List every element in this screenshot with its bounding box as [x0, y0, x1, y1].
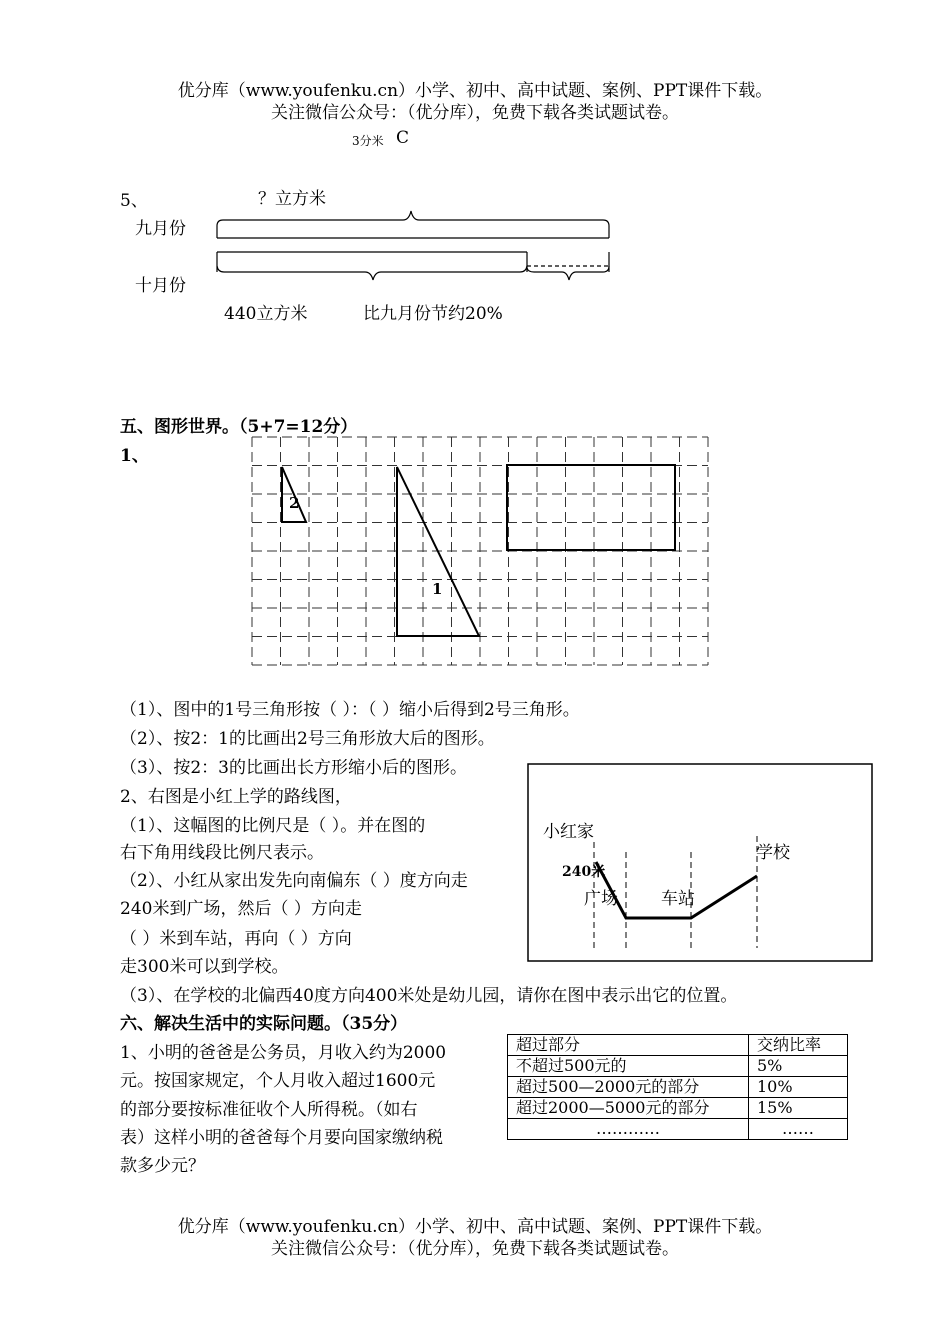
q5-label-saving: 比九月份节约20% [363, 304, 503, 324]
fragment-small-label: 3分米 [352, 134, 384, 148]
s5-line-9: （ ）米到车站，再向（ ）方向 [120, 929, 352, 949]
map-distance-label: 240米 [562, 864, 606, 880]
s5-line-5: （1）、这幅图的比例尺是（ ）。并在图的 [120, 816, 426, 836]
section5-title: 五、图形世界。（5+7=12分） [120, 417, 358, 437]
footer-line-1: 优分库（www.youfenku.cn）小学、初中、高中试题、案例、PPT课件下载。 [177, 1217, 773, 1237]
q5-row-september: 九月份 [135, 219, 186, 239]
q5-label-440: 440立方米 [224, 304, 308, 324]
s5-line-4: 2、右图是小红上学的路线图， [120, 787, 352, 807]
s5-line-2: （2）、按2：1的比画出2号三角形放大后的图形。 [120, 729, 495, 749]
fragment-letter: C [396, 128, 410, 148]
map-school-label: 学校 [756, 843, 790, 863]
table-cell: 不超过500元的 [508, 1056, 749, 1077]
header-line-1: 优分库（www.youfenku.cn）小学、初中、高中试题、案例、PPT课件下载。 [177, 81, 773, 101]
table-row [508, 1119, 848, 1140]
s5-line-3: （3）、按2：3的比画出长方形缩小后的图形。 [120, 758, 467, 778]
table-header-cell: 超过部分 [508, 1035, 749, 1056]
s5-line-10: 走300米可以到学校。 [120, 957, 289, 977]
s5-line-1: （1）、图中的1号三角形按（ ）：（ ）缩小后得到2号三角形。 [120, 700, 580, 720]
table-row [508, 1056, 848, 1077]
q5-number: 5、 [120, 191, 148, 211]
section6-title: 六、解决生活中的实际问题。（35分） [120, 1014, 408, 1034]
table-row [508, 1077, 848, 1098]
q5-question-label: ？立方米 [258, 189, 326, 209]
s6-q1-line-4: 表）这样小明的爸爸每个月要向国家缴纳税 [120, 1128, 443, 1148]
table-cell: ………… [508, 1119, 749, 1140]
s5-line-11: （3）、在学校的北偏西40度方向400米处是幼儿园，请你在图中表示出它的位置。 [120, 986, 738, 1006]
s5-line-6: 右下角用线段比例尺表示。 [120, 843, 324, 863]
map-home-label: 小红家 [543, 822, 594, 842]
table-cell: 5% [749, 1056, 848, 1077]
table-header-row [508, 1035, 848, 1056]
map-square-label: 广场 [584, 889, 618, 909]
tax-rate-table [507, 1034, 848, 1140]
section5-q1-number: 1、 [120, 446, 149, 466]
table-cell: …… [749, 1119, 848, 1140]
triangle-2-label: 2 [289, 494, 300, 512]
table-cell: 10% [749, 1077, 848, 1098]
s5-line-8: 240米到广场，然后（ ）方向走 [120, 899, 362, 919]
map-station-label: 车站 [661, 889, 695, 909]
s6-q1-line-2: 元。按国家规定，个人月收入超过1600元 [120, 1071, 436, 1091]
table-row [508, 1098, 848, 1119]
table-cell: 超过500—2000元的部分 [508, 1077, 749, 1098]
header-line-2: 关注微信公众号：（优分库），免费下载各类试题试卷。 [271, 103, 679, 123]
table-cell: 15% [749, 1098, 848, 1119]
s6-q1-line-1: 1、小明的爸爸是公务员，月收入约为2000 [120, 1043, 447, 1063]
q5-row-october: 十月份 [135, 276, 186, 296]
s5-line-7: （2）、小红从家出发先向南偏东（ ）度方向走 [120, 871, 468, 891]
s6-q1-line-3: 的部分要按标准征收个人所得税。（如右 [120, 1100, 418, 1120]
table-cell: 超过2000—5000元的部分 [508, 1098, 749, 1119]
table-header-cell: 交纳比率 [749, 1035, 848, 1056]
s6-q1-line-5: 款多少元？ [120, 1156, 205, 1176]
footer-line-2: 关注微信公众号：（优分库），免费下载各类试题试卷。 [271, 1239, 679, 1259]
triangle-1-label: 1 [432, 580, 443, 598]
